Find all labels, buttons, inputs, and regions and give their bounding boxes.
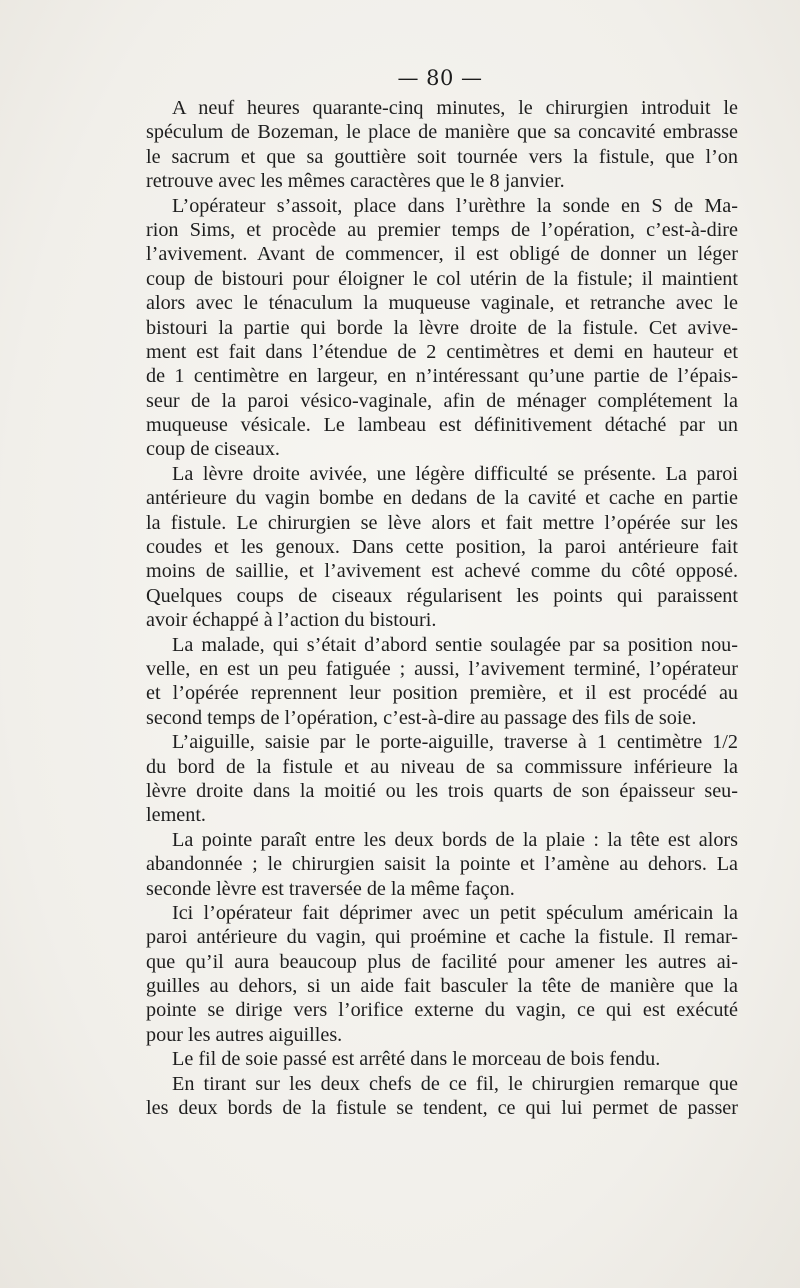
text-line: pointe se dirige vers l’orifice externe du vagin, ce qui est exécuté xyxy=(146,999,738,1022)
text-line: seur de la paroi vésico-vaginale, afin de ménager complétement la xyxy=(146,389,738,412)
text-line: moins de saillie, et l’avivement est achevé comme du côté opposé. xyxy=(146,560,738,583)
text-line: lement. xyxy=(146,804,206,827)
text-line: les deux bords de la fistule se tendent, ce qui lui permet de passer xyxy=(146,1097,738,1120)
text-line: Le fil de soie passé est arrêté dans le morceau de bois fendu. xyxy=(172,1048,661,1071)
body-text xyxy=(146,96,738,1120)
text-line: alors avec le ténaculum la muqueuse vaginale, et retranche avec le xyxy=(146,292,738,315)
text-line: lèvre droite dans la moitié ou les trois quarts de son épaisseur seu- xyxy=(146,779,738,802)
text-line: spéculum de Bozeman, le place de manière que sa concavité embrasse xyxy=(146,121,738,144)
text-line: coudes et les genoux. Dans cette position, la paroi antérieure fait xyxy=(146,536,738,559)
text-line: la fistule. Le chirurgien se lève alors et fait mettre l’opérée sur les xyxy=(146,511,738,534)
text-line: coup de bistouri pour éloigner le col utérin de la fistule; il maintient xyxy=(146,267,738,290)
text-line: et l’opérée reprennent leur position première, et il est procédé au xyxy=(146,682,738,705)
text-line: muqueuse vésicale. Le lambeau est définitivement détaché par un xyxy=(146,414,738,437)
text-line: Ici l’opérateur fait déprimer avec un petit spéculum américain la xyxy=(172,901,738,924)
text-line: pour les autres aiguilles. xyxy=(146,1023,343,1046)
page-number: — 80 — xyxy=(397,66,483,90)
text-line: coup de ciseaux. xyxy=(146,438,280,461)
text-line: La malade, qui s’était d’abord sentie soulagée par sa position nou- xyxy=(172,633,738,656)
text-line: rion Sims, et procède au premier temps de l’opération, c’est-à-dire xyxy=(146,218,738,241)
text-line: En tirant sur les deux chefs de ce fil, le chirurgien remarque que xyxy=(172,1072,738,1095)
text-line: La lèvre droite avivée, une légère difficulté se présente. La paroi xyxy=(172,462,738,485)
text-line: second temps de l’opération, c’est-à-dire au passage des fils de soie. xyxy=(146,706,697,729)
text-line: l’avivement. Avant de commencer, il est obligé de donner un léger xyxy=(146,243,738,266)
text-line: seconde lèvre est traversée de la même façon. xyxy=(146,877,515,900)
text-line: abandonnée ; le chirurgien saisit la pointe et l’amène au dehors. La xyxy=(146,853,738,876)
text-line: de 1 centimètre en largeur, en n’intéressant qu’une partie de l’épais- xyxy=(146,365,738,388)
text-line: L’opérateur s’assoit, place dans l’urèthre la sonde en S de Ma- xyxy=(172,194,738,217)
text-line: avoir échappé à l’action du bistouri. xyxy=(146,609,437,632)
text-line: La pointe paraît entre les deux bords de la plaie : la tête est alors xyxy=(172,828,738,851)
text-line: le sacrum et que sa gouttière soit tournée vers la fistule, que l’on xyxy=(146,145,738,168)
text-line: L’aiguille, saisie par le porte-aiguille, traverse à 1 centimètre 1/2 xyxy=(172,731,738,754)
text-line: Quelques coups de ciseaux régularisent les points qui paraissent xyxy=(146,584,738,607)
text-line: du bord de la fistule et au niveau de sa commissure inférieure la xyxy=(146,755,738,778)
text-line: bistouri la partie qui borde la lèvre droite de la fistule. Cet avive- xyxy=(146,316,738,339)
text-line: retrouve avec les mêmes caractères que le 8 janvier. xyxy=(146,170,565,193)
text-line: guilles au dehors, si un aide fait basculer la tête de manière que la xyxy=(146,975,738,998)
text-line: A neuf heures quarante-cinq minutes, le chirurgien introduit le xyxy=(172,97,738,119)
text-line: ment est fait dans l’étendue de 2 centimètres et demi en hauteur et xyxy=(146,340,738,363)
text-line: velle, en est un peu fatiguée ; aussi, l’avivement terminé, l’opérateur xyxy=(146,657,738,680)
text-line: paroi antérieure du vagin, qui proémine et cache la fistule. Il remar- xyxy=(146,926,738,949)
text-line: antérieure du vagin bombe en dedans de la cavité et cache en partie xyxy=(146,487,738,510)
text-line: que qu’il aura beaucoup plus de facilité pour amener les autres ai- xyxy=(146,950,738,973)
